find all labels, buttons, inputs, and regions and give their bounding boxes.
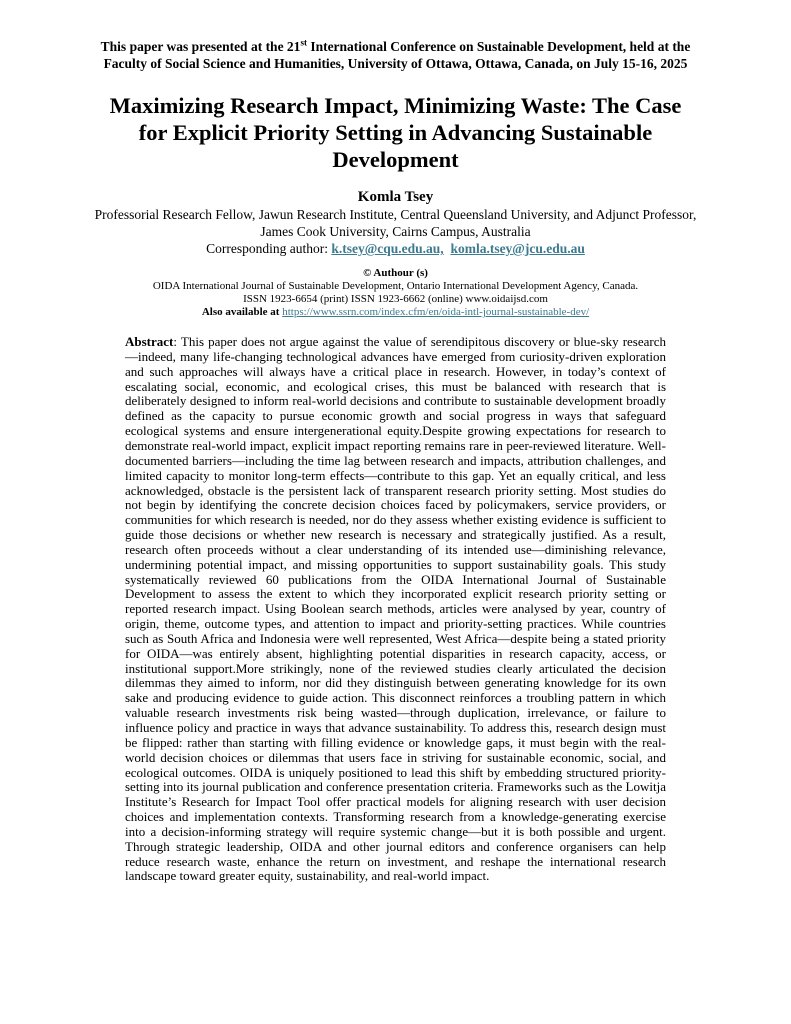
- conference-note-text: International Conference on Sustainable Development, held at the: [306, 39, 691, 54]
- issn-line: ISSN 1923-6654 (print) ISSN 1923-6662 (online) www.oidaijsd.com: [243, 293, 548, 306]
- affiliation-line-2: James Cook University, Cairns Campus, Australia: [260, 224, 531, 240]
- ssrn-link[interactable]: https://www.ssrn.com/index.cfm/en/oida-intl-journal-sustainable-dev/: [282, 306, 590, 319]
- abstract: [125, 335, 666, 884]
- journal-imprint: [0, 267, 791, 319]
- title-line-2: for Explicit Priority Setting in Advancing Sustainable: [138, 120, 653, 145]
- title-line-1: Maximizing Research Impact, Minimizing Waste: The Case: [109, 93, 682, 118]
- email-link-2[interactable]: komla.tsey@jcu.edu.au: [450, 241, 585, 257]
- corresponding-author-label: Corresponding author:: [206, 241, 332, 257]
- ordinal-superscript: st: [300, 37, 307, 48]
- conference-note-line-2: Faculty of Social Science and Humanities, University of Ottawa, Ottawa, Canada, on July 15-16, 2025: [103, 56, 688, 71]
- affiliation-line-1: Professorial Research Fellow, Jawun Research Institute, Central Queensland University, and Adjunct Professor,: [94, 207, 697, 223]
- conference-note: [0, 38, 791, 72]
- availability-label: Also available at: [201, 306, 283, 319]
- conference-note-line-1: [0, 38, 791, 55]
- title-line-3: Development: [332, 147, 459, 172]
- copyright-line: © Authour (s): [363, 267, 428, 280]
- author-affiliation: [0, 206, 791, 240]
- abstract-label: Abstract: [125, 334, 174, 350]
- corresponding-author: [0, 240, 791, 257]
- journal-line: OIDA International Journal of Sustainable Development, Ontario International Development Agency, Canada.: [152, 280, 639, 293]
- availability-line: [0, 306, 791, 319]
- author-name: Komla Tsey: [357, 189, 434, 206]
- abstract-body: : This paper does not argue against the value of serendipitous discovery or blue-sky research—indeed, many life-changing technological advances have emerged from curiosity-driven exploration and such approaches will always have a critical place in research. However, in today’s context of escalating social, economic, and ecological crises, this must be balanced with research that is deliberately designed to inform real-world decisions and contribute to sustainable development broadly defined as the capacity to pursue economic growth and social progress in ways that safeguard ecological systems and ensure intergenerational equity.Despite growing expectations for research to demonstrate real-world impact, explicit impact reporting remains rare in peer-reviewed literature. Well-documented barriers—including the time lag between research and impacts, attribution challenges, and limited capacity to monitor long-term effects—contribute to this gap. Yet an equally critical, and less acknowledged, obstacle is the persistent lack of transparent research priority setting. Most studies do not begin by identifying the concrete decision choices faced by policymakers, service providers, or communities for which research is needed, nor do they assess whether existing evidence is sufficient to guide those decisions or whether new research is necessary and strategically justified. As a result, research often proceeds without a clear understanding of its intended use—diminishing relevance, undermining potential impact, and missing opportunities to support sustainability goals. This study systematically reviewed 60 publications from the OIDA International Journal of Sustainable Development to assess the extent to which they incorporated explicit research priority setting or reported research impact. Using Boolean search methods, articles were analysed by year, country of origin, theme, outcome types, and attention to impact and priority-setting practices. While countries such as South Africa and Indonesia were well represented, West Africa—despite being a stated priority for OIDA—was entirely absent, highlighting potential disparities in research capacity, access, or institutional support.More strikingly, none of the reviewed studies clearly articulated the decision dilemmas they aimed to inform, nor did they distinguish between generating knowledge for its own sake and producing evidence to guide action. This disconnect reinforces a troubling pattern in which valuable research investments risk being wasted—through duplication, irrelevance, or failure to influence policy and practice in ways that advance sustainability. To address this, research design must be flipped: rather than starting with filling evidence or knowledge gaps, it must begin with the real-world decision choices or dilemmas that users face in striving for sustainable economic, social, and ecological outcomes. OIDA is uniquely positioned to lead this shift by embedding structured priority-setting into its journal publication and conference presentation criteria. Frameworks such as the Lowitja Institute’s Research for Impact Tool offer practical models for aligning research with user decision choices and implementation contexts. Transforming research from a knowledge-generating exercise into a decision-informing strategy will require systemic change—but it is both possible and urgent. Through strategic leadership, OIDA and other journal editors and conference organisers can help reduce research waste, enhance the return on investment, and reshape the international research landscape toward greater equity, sustainability, and real-world impact.: [125, 334, 666, 884]
- page-title: [0, 92, 791, 173]
- email-link-1[interactable]: k.tsey@cqu.edu.au,: [331, 241, 444, 257]
- conference-note-text: This paper was presented at the 21: [100, 39, 301, 54]
